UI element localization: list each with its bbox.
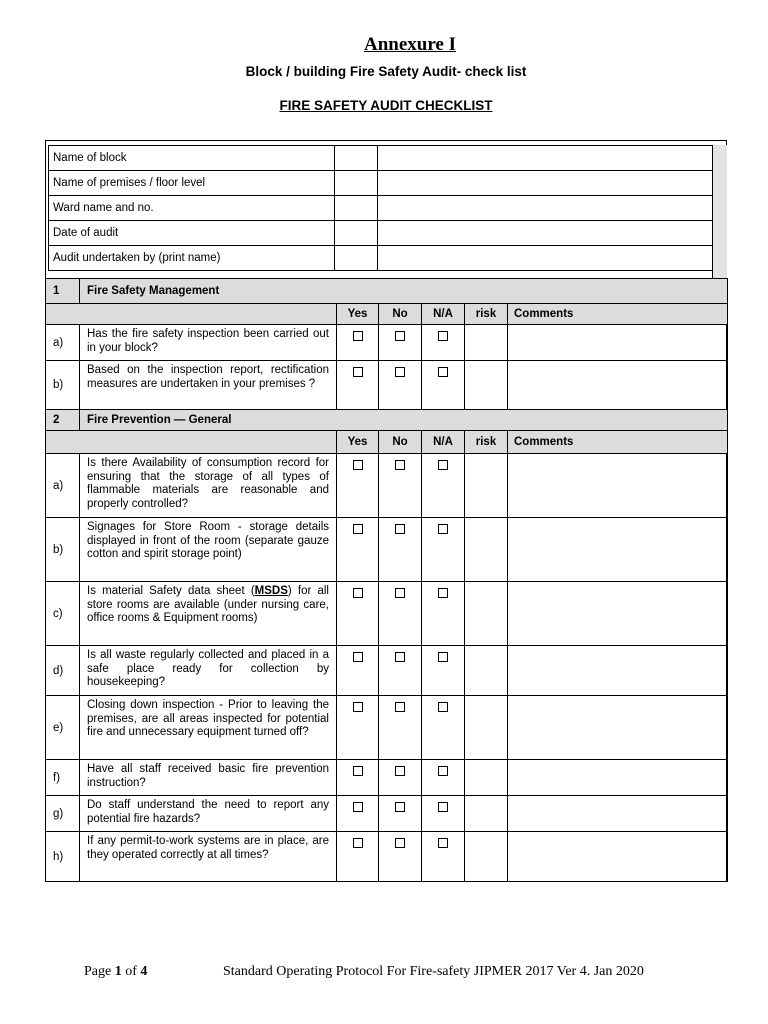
na-checkbox[interactable] — [438, 702, 448, 712]
col-risk: risk — [465, 431, 508, 454]
checklist-row — [46, 796, 728, 832]
item-question: Is all waste regularly collected and placed in a safe place ready for collection by housekeeping? — [80, 646, 337, 696]
checklist-row — [46, 760, 728, 796]
no-checkbox[interactable] — [395, 367, 405, 377]
na-checkbox[interactable] — [438, 838, 448, 848]
page-current: 1 — [114, 964, 122, 979]
page-prefix: Page — [84, 964, 115, 979]
info-table — [48, 145, 713, 271]
yes-checkbox[interactable] — [353, 838, 363, 848]
comments-field[interactable] — [508, 696, 728, 760]
item-question: Signages for Store Room - storage details displayed in front of the room (separate gauze cotton and spirit storage point) — [80, 518, 337, 582]
yes-checkbox[interactable] — [353, 460, 363, 470]
item-label: g) — [46, 796, 80, 832]
column-header-row — [46, 304, 728, 325]
no-checkbox[interactable] — [395, 524, 405, 534]
info-label: Date of audit — [49, 221, 335, 246]
section-title: Fire Prevention — General — [80, 410, 728, 431]
no-checkbox[interactable] — [395, 460, 405, 470]
section-header — [46, 279, 728, 304]
no-checkbox[interactable] — [395, 766, 405, 776]
info-value-field[interactable] — [378, 196, 713, 221]
footer-protocol: Standard Operating Protocol For Fire-safety JIPMER 2017 Ver 4. Jan 2020 — [223, 964, 644, 979]
no-checkbox[interactable] — [395, 331, 405, 341]
checklist-row — [46, 454, 728, 518]
info-code-field[interactable] — [335, 171, 378, 196]
comments-field[interactable] — [508, 646, 728, 696]
col-comments: Comments — [508, 431, 728, 454]
no-checkbox[interactable] — [395, 802, 405, 812]
risk-field[interactable] — [465, 361, 508, 410]
item-question-part: Is material Safety data sheet ( — [87, 585, 255, 597]
risk-field[interactable] — [465, 696, 508, 760]
column-header-row — [46, 431, 728, 454]
item-question: If any permit-to-work systems are in place, are they operated correctly at all times? — [80, 832, 337, 882]
col-risk: risk — [465, 304, 508, 325]
checklist-row — [46, 832, 728, 882]
msds-emphasis: MSDS — [254, 585, 288, 597]
info-row — [49, 146, 713, 171]
comments-field[interactable] — [508, 832, 728, 882]
document-subtitle: Block / building Fire Safety Audit- check list — [245, 64, 527, 79]
checklist-row — [46, 518, 728, 582]
checklist-title: FIRE SAFETY AUDIT CHECKLIST — [279, 98, 493, 113]
info-code-field[interactable] — [335, 196, 378, 221]
item-question: Have all staff received basic fire prevention instruction? — [80, 760, 337, 796]
col-na: N/A — [422, 304, 465, 325]
checklist-row — [46, 696, 728, 760]
info-code-field[interactable] — [335, 146, 378, 171]
info-label: Audit undertaken by (print name) — [49, 246, 335, 271]
na-checkbox[interactable] — [438, 331, 448, 341]
comments-field[interactable] — [508, 518, 728, 582]
info-value-field[interactable] — [378, 171, 713, 196]
no-checkbox[interactable] — [395, 588, 405, 598]
info-code-field[interactable] — [335, 221, 378, 246]
comments-field[interactable] — [508, 796, 728, 832]
risk-field[interactable] — [465, 518, 508, 582]
col-no: No — [379, 304, 422, 325]
yes-checkbox[interactable] — [353, 524, 363, 534]
yes-checkbox[interactable] — [353, 702, 363, 712]
item-label: h) — [46, 832, 80, 882]
risk-field[interactable] — [465, 454, 508, 518]
item-label: b) — [46, 361, 80, 410]
item-question: Has the fire safety inspection been carried out in your block? — [80, 325, 337, 361]
info-label: Name of block — [49, 146, 335, 171]
risk-field[interactable] — [465, 760, 508, 796]
col-na: N/A — [422, 431, 465, 454]
checklist-row — [46, 646, 728, 696]
col-comments: Comments — [508, 304, 728, 325]
info-row — [49, 246, 713, 271]
item-label: b) — [46, 518, 80, 582]
col-no: No — [379, 431, 422, 454]
na-checkbox[interactable] — [438, 766, 448, 776]
yes-checkbox[interactable] — [353, 652, 363, 662]
checklist-table — [45, 278, 728, 882]
risk-field[interactable] — [465, 832, 508, 882]
item-label: f) — [46, 760, 80, 796]
item-question: Is there Availability of consumption record for ensuring that the storage of all types of flammable materials are reasonable and properly controlled? — [80, 454, 337, 518]
blank-header-cell — [46, 431, 337, 454]
item-question: Do staff understand the need to report any potential fire hazards? — [80, 796, 337, 832]
comments-field[interactable] — [508, 760, 728, 796]
risk-field[interactable] — [465, 646, 508, 696]
info-value-field[interactable] — [378, 246, 713, 271]
info-value-field[interactable] — [378, 221, 713, 246]
item-question: Based on the inspection report, rectification measures are undertaken in your premises ? — [80, 361, 337, 410]
info-shaded-band — [712, 145, 727, 278]
info-row — [49, 171, 713, 196]
comments-field[interactable] — [508, 325, 728, 361]
na-checkbox[interactable] — [438, 367, 448, 377]
col-yes: Yes — [337, 304, 379, 325]
no-checkbox[interactable] — [395, 702, 405, 712]
item-label: c) — [46, 582, 80, 646]
no-checkbox[interactable] — [395, 838, 405, 848]
na-checkbox[interactable] — [438, 652, 448, 662]
checklist-row — [46, 582, 728, 646]
item-question: Closing down inspection - Prior to leaving the premises, are all areas inspected for potential fire and unnecessary equipment turned off? — [80, 696, 337, 760]
info-row — [49, 196, 713, 221]
risk-field[interactable] — [465, 325, 508, 361]
col-yes: Yes — [337, 431, 379, 454]
yes-checkbox[interactable] — [353, 766, 363, 776]
item-label: a) — [46, 325, 80, 361]
annexure-title: Annexure I — [363, 34, 457, 55]
section-number: 2 — [46, 410, 80, 431]
item-question-part: ) for all store rooms are available (under nursing care, office rooms & Equipment rooms) — [87, 585, 329, 625]
checklist-row — [46, 325, 728, 361]
page-number — [84, 964, 147, 980]
no-checkbox[interactable] — [395, 652, 405, 662]
comments-field[interactable] — [508, 361, 728, 410]
na-checkbox[interactable] — [438, 460, 448, 470]
na-checkbox[interactable] — [438, 524, 448, 534]
na-checkbox[interactable] — [438, 588, 448, 598]
item-label: a) — [46, 454, 80, 518]
item-label: d) — [46, 646, 80, 696]
info-value-field[interactable] — [378, 146, 713, 171]
section-number: 1 — [46, 279, 80, 304]
yes-checkbox[interactable] — [353, 802, 363, 812]
info-row — [49, 221, 713, 246]
page-total: 4 — [140, 964, 148, 979]
comments-field[interactable] — [508, 454, 728, 518]
page-middle: of — [121, 964, 141, 979]
info-code-field[interactable] — [335, 246, 378, 271]
checklist-row — [46, 361, 728, 410]
section-title: Fire Safety Management — [80, 279, 728, 304]
blank-header-cell — [46, 304, 337, 325]
item-question — [80, 582, 337, 646]
yes-checkbox[interactable] — [353, 367, 363, 377]
info-label: Ward name and no. — [49, 196, 335, 221]
comments-field[interactable] — [508, 582, 728, 646]
yes-checkbox[interactable] — [353, 331, 363, 341]
info-label: Name of premises / floor level — [49, 171, 335, 196]
risk-field[interactable] — [465, 796, 508, 832]
item-label: e) — [46, 696, 80, 760]
yes-checkbox[interactable] — [353, 588, 363, 598]
risk-field[interactable] — [465, 582, 508, 646]
section-header — [46, 410, 728, 431]
na-checkbox[interactable] — [438, 802, 448, 812]
